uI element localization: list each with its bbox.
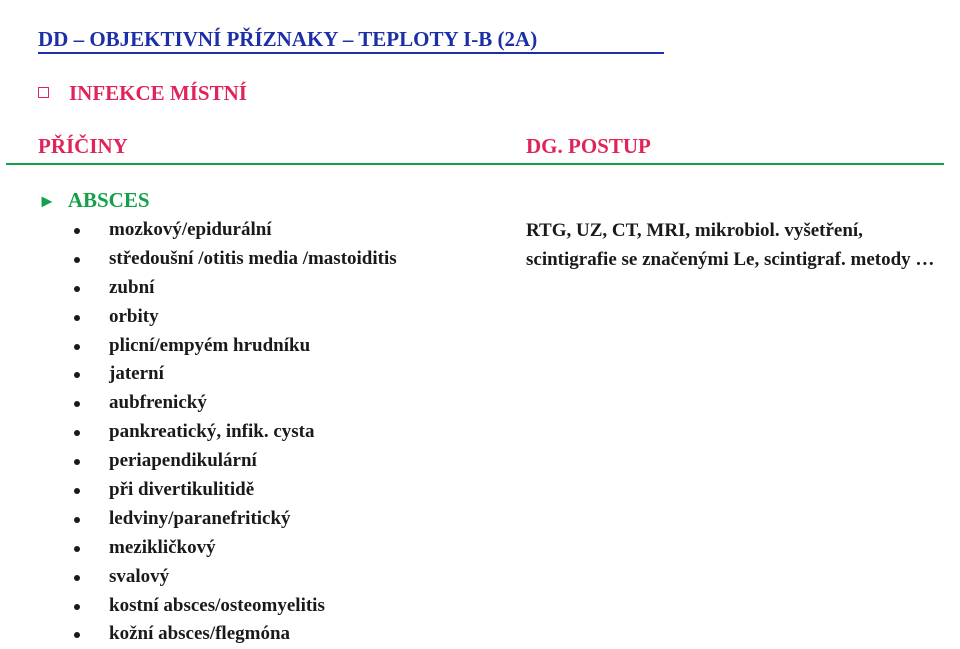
- bullet-icon: [74, 604, 80, 610]
- bullet-icon: [74, 257, 80, 263]
- list-item: [74, 332, 397, 361]
- list-item: [74, 360, 397, 389]
- divider-line: [6, 163, 944, 165]
- causes-list: [74, 216, 397, 649]
- dg-postup-text: RTG, UZ, CT, MRI, mikrobiol. vyšetření, scintigrafie se značenými Le, scintigraf. metody …: [526, 220, 935, 270]
- list-item-label: plicní/empyém hrudníku: [109, 334, 311, 356]
- bullet-icon: [74, 546, 80, 552]
- section-heading: [38, 187, 150, 214]
- list-item-label: mozkový/epidurální: [109, 219, 272, 240]
- list-item: [74, 563, 397, 592]
- bullet-icon: [74, 459, 80, 465]
- list-item: [74, 447, 397, 476]
- bullet-icon: [74, 517, 80, 523]
- list-item: [74, 476, 397, 505]
- bullet-icon: [74, 228, 80, 234]
- bullet-icon: [74, 372, 80, 378]
- checkbox-square-icon: [38, 87, 49, 98]
- list-item-label: při divertikulitidě: [109, 479, 255, 501]
- subheading: [38, 80, 247, 106]
- list-item-label: středoušní /otitis media /mastoiditis: [109, 247, 397, 269]
- column-header-causes: PŘÍČINY: [38, 134, 128, 158]
- list-item-label: kožní absces/flegmóna: [109, 623, 291, 645]
- bullet-icon: [74, 286, 80, 292]
- list-item: [74, 418, 397, 447]
- list-item-label: ledviny/paranefritický: [109, 507, 291, 529]
- list-item-label: svalový: [109, 565, 170, 587]
- list-item-label: jaterní: [109, 363, 164, 385]
- list-item-label: periapendikulární: [109, 450, 257, 472]
- list-item: [74, 620, 397, 649]
- bullet-icon: [74, 632, 80, 638]
- bullet-icon: [74, 575, 80, 581]
- subheading-label: INFEKCE MÍSTNÍ: [69, 81, 247, 105]
- list-item: [74, 534, 397, 563]
- bullet-icon: [74, 344, 80, 350]
- list-item-label: mezikličkový: [109, 536, 216, 558]
- list-item-label: aubfrenický: [109, 392, 207, 414]
- list-item-label: zubní: [109, 276, 155, 298]
- list-item: [74, 303, 397, 332]
- bullet-icon: [74, 315, 80, 321]
- list-item-label: orbity: [109, 305, 159, 327]
- section-label: ABSCES: [67, 188, 150, 212]
- column-header-dg-postup: DG. POSTUP: [526, 134, 651, 158]
- list-item: [74, 592, 397, 621]
- bullet-icon: [74, 488, 80, 494]
- page-title: DD – OBJEKTIVNÍ PŘÍZNAKY – TEPLOTY I-B (2A): [38, 26, 664, 54]
- list-item: [74, 505, 397, 534]
- list-item-label: pankreatický, infik. cysta: [109, 421, 315, 443]
- list-item: [74, 216, 397, 245]
- bullet-icon: [74, 401, 80, 407]
- list-item: [74, 245, 397, 274]
- bullet-icon: [74, 430, 80, 436]
- list-item-label: kostní absces/osteomyelitis: [109, 594, 325, 616]
- list-item: [74, 274, 397, 303]
- triangle-right-icon: ►: [38, 191, 56, 211]
- list-item: [74, 389, 397, 418]
